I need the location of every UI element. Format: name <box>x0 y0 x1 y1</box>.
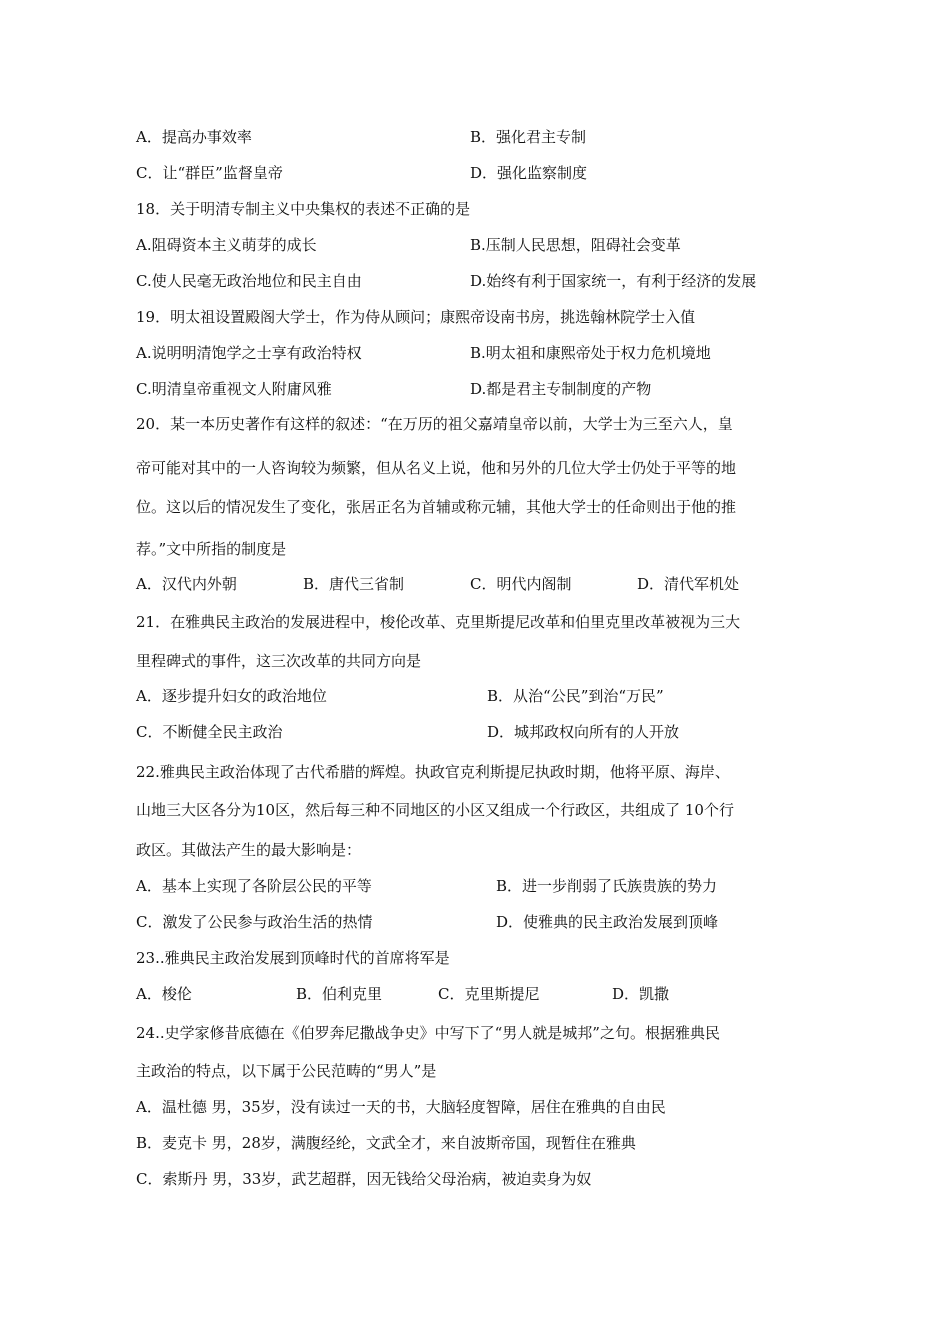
q21-stem-line-1: 21．在雅典民主政治的发展进程中，梭伦改革、克里斯提尼改革和伯里克里改革被视为三大 <box>136 613 741 631</box>
q22-stem-line-2: 山地三大区各分为10区，然后每三种不同地区的小区又组成一个行政区，共组成了 10个行 <box>136 801 734 819</box>
q24-stem-line-2: 主政治的特点，以下属于公民范畴的“男人”是 <box>136 1062 437 1080</box>
q18-stem: 18．关于明清专制主义中央集权的表述不正确的是 <box>136 200 471 218</box>
q22-stem-line-3: 政区。其做法产生的最大影响是： <box>136 841 362 859</box>
q23-option-a: A．梭伦 <box>136 985 192 1003</box>
q22-option-a: A．基本上实现了各阶层公民的平等 <box>136 877 372 895</box>
q20-stem-line-3: 位。这以后的情况发生了变化，张居正名为首辅或称元辅，其他大学士的任命则出于他的推 <box>136 498 737 516</box>
q24-option-c: C．索斯丹 男，33岁，武艺超群，因无钱给父母治病，被迫卖身为奴 <box>136 1170 592 1188</box>
q22-option-c: C．激发了公民参与政治生活的热情 <box>136 913 373 931</box>
q21-option-c: C．不断健全民主政治 <box>136 723 283 741</box>
q19-option-b: B.明太祖和康熙帝处于权力危机境地 <box>470 344 711 362</box>
q23-option-d: D．凯撒 <box>612 985 670 1003</box>
q20-option-d: D．清代军机处 <box>637 575 740 593</box>
q20-stem-line-4: 荐。”文中所指的制度是 <box>136 540 287 558</box>
q18-option-c: C.使人民毫无政治地位和民主自由 <box>136 272 362 290</box>
q21-stem-line-2: 里程碑式的事件，这三次改革的共同方向是 <box>136 652 422 670</box>
q20-option-c: C．明代内阁制 <box>470 575 572 593</box>
q19-option-c: C.明清皇帝重视文人附庸风雅 <box>136 380 332 398</box>
q22-option-b: B．进一步削弱了氏族贵族的势力 <box>496 877 718 895</box>
q18-option-b: B.压制人民思想，阻碍社会变革 <box>470 236 681 254</box>
q23-stem: 23..雅典民主政治发展到顶峰时代的首席将军是 <box>136 949 450 967</box>
q24-stem-line-1: 24..史学家修昔底德在《伯罗奔尼撒战争史》中写下了“男人就是城邦”之句。根据雅典民 <box>136 1024 720 1042</box>
q19-stem: 19．明太祖设置殿阁大学士，作为侍从顾问；康熙帝设南书房，挑选翰林院学士入值 <box>136 308 696 326</box>
q19-option-d: D.都是君主专制制度的产物 <box>470 380 652 398</box>
q22-stem-line-1: 22.雅典民主政治体现了古代希腊的辉煌。执政官克利斯提尼执政时期，他将平原、海岸、 <box>136 763 730 781</box>
q22-option-d: D．使雅典的民主政治发展到顶峰 <box>496 913 719 931</box>
q17-option-b: B．强化君主专制 <box>470 128 587 146</box>
q24-option-a: A．温杜德 男，35岁，没有读过一天的书，大脑轻度智障，居住在雅典的自由民 <box>136 1098 666 1116</box>
q17-option-a: A．提高办事效率 <box>136 128 252 146</box>
q21-option-d: D．城邦政权向所有的人开放 <box>487 723 680 741</box>
q20-stem-line-2: 帝可能对其中的一人咨询较为频繁，但从名义上说，他和另外的几位大学士仍处于平等的地 <box>136 459 737 477</box>
q24-option-b: B．麦克卡 男，28岁，满腹经纶，文武全才，来自波斯帝国，现暂住在雅典 <box>136 1134 636 1152</box>
q19-option-a: A.说明明清饱学之士享有政治特权 <box>136 344 362 362</box>
q17-option-c: C．让“群臣”监督皇帝 <box>136 164 283 182</box>
q20-option-a: A．汉代内外朝 <box>136 575 237 593</box>
q20-stem-line-1: 20．某一本历史著作有这样的叙述：“在万历的祖父嘉靖皇帝以前，大学士为三至六人，皇 <box>136 415 733 433</box>
q21-option-a: A．逐步提升妇女的政治地位 <box>136 687 327 705</box>
q17-option-d: D．强化监察制度 <box>470 164 588 182</box>
q18-option-d: D.始终有利于国家统一，有利于经济的发展 <box>470 272 757 290</box>
q18-option-a: A.阻碍资本主义萌芽的成长 <box>136 236 317 254</box>
q23-option-c: C．克里斯提尼 <box>438 985 540 1003</box>
q20-option-b: B．唐代三省制 <box>303 575 405 593</box>
q23-option-b: B．伯利克里 <box>296 985 383 1003</box>
q21-option-b: B．从治“公民”到治“万民” <box>487 687 664 705</box>
